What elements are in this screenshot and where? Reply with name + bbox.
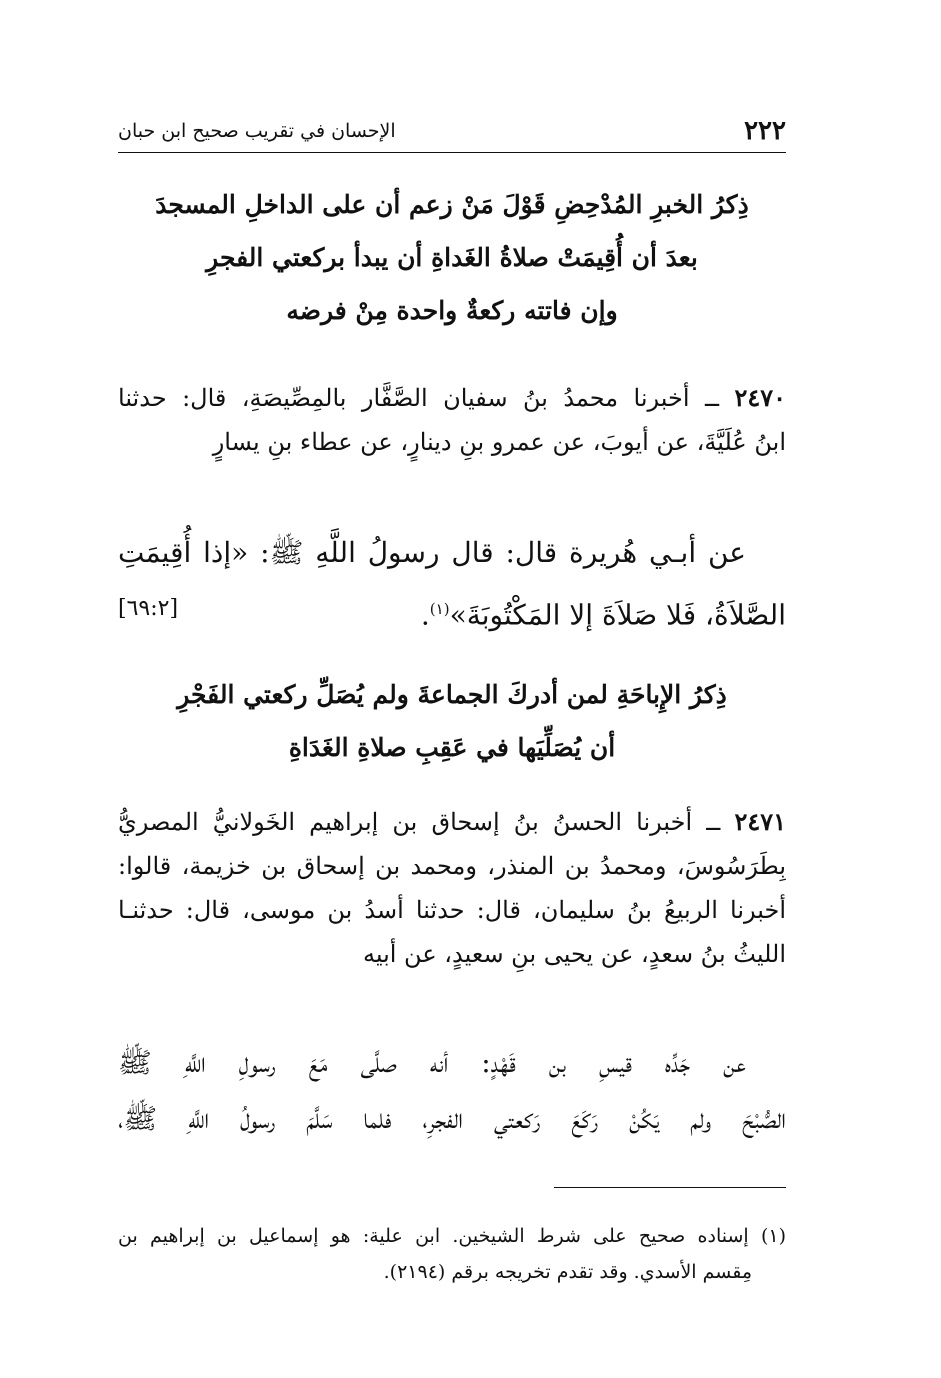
hadith-2471-isnad-line-4: الليثُ بنُ سعدٍ، عن يحيى بنِ سعيدٍ، عن أبيه [362,940,786,968]
hadith-number: ٢٤٧٠ [734,383,786,412]
hadith-2470-isnad-line-1: ٢٤٧٠ ــ أخبرنا محمدُ بنُ سفيان الصَّفَّار بالمِصِّيصَةِ، قال: حدثنا [118,383,786,412]
hadith-2471-matn-line-2: الصُّبْحَ ولم يَكُنْ رَكَعَ رَكعتي الفجرِ، فلما سَلَّمَ رسولُ اللَّهِ ﷺ، [118,1102,786,1135]
hadith-2471-matn-line-1: عن جَدِّه قيسِ بن قَهْدٍ: أنه صلَّى مَعَ رسولِ اللَّهِ ﷺ [118,1046,746,1079]
chapter-heading-2 [118,668,786,774]
hadith-number: ٢٤٧١ [734,807,786,836]
hadith-2470-isnad [118,376,786,464]
heading-1-line-1: ذِكرُ الخبرِ المُدْحِضِ قَوْلَ مَنْ زعم أن على الداخلِ المسجدَ [155,190,749,219]
hadith-2470-matn [118,525,786,643]
heading-2-line-2: أن يُصَلِّيَها في عَقِبِ صلاةِ الغَدَاةِ [288,733,616,762]
hadith-2471-isnad [118,800,786,976]
hadith-2470-matn-line-1: عن أبـي هُريرة قال: قال رسولُ اللَّهِ ﷺ: «إذا أُقِيمَتِ [118,536,746,569]
footnote-1-line-2: مِقسم الأسدي. وقد تقدم تخريجه برقم (٢١٩٤). [383,1261,752,1283]
hadith-2471-isnad-line-2: بِطَرَسُوسَ، ومحمدُ بن المنذر، ومحمد بن إسحاق بن خزيمة، قالوا: [118,852,786,880]
hadith-2471-matn [118,1035,786,1147]
book-title: الإحسان في تقريب صحيح ابن حبان [118,120,396,142]
running-header [118,112,786,153]
hadith-2471-isnad-line-3: أخبرنا الربيعُ بنُ سليمان، قال: حدثنا أسدُ بن موسى، قال: حدثنـا [118,896,786,924]
footnote-marker: (١) [429,600,450,618]
source-reference: [٦٩:٢] [118,596,179,621]
footnotes [118,1218,786,1290]
heading-2-line-1: ذِكرُ الإِباحَةِ لمن أدركَ الجماعةَ ولم يُصَلِّ ركعتي الفَجْرِ [177,680,727,709]
footnote-separator [554,1187,786,1188]
footnote-1-line-1: (١) إسناده صحيح على شرط الشيخين. ابن علية: هو إسماعيل بن إبراهيم بن [118,1225,786,1247]
hadith-2470-isnad-line-2: ابنُ عُلَيَّةَ، عن أيوبَ، عن عمرو بنِ دينارٍ، عن عطاء بنِ يسارٍ [212,428,786,456]
hadith-2471-isnad-line-1: ٢٤٧١ ــ أخبرنا الحسنُ بنُ إسحاق بن إبراهيم الخَولانيُّ المصريُّ [118,807,786,836]
heading-1-line-2: بعدَ أن أُقِيمَتْ صلاةُ الغَداةِ أن يبدأ بركعتي الفجرِ [206,243,698,272]
heading-1-line-3: وإن فاتته ركعةٌ واحدة مِنْ فرضه [286,296,618,325]
page-number: ٢٢٢ [744,116,786,146]
hadith-2470-matn-line-2: الصَّلاَةُ، فَلا صَلاَةَ إلا المَكْتُوبَةَ»$^{(١)}$. [٦٩:٢] [118,581,786,643]
chapter-heading-1 [118,178,786,337]
